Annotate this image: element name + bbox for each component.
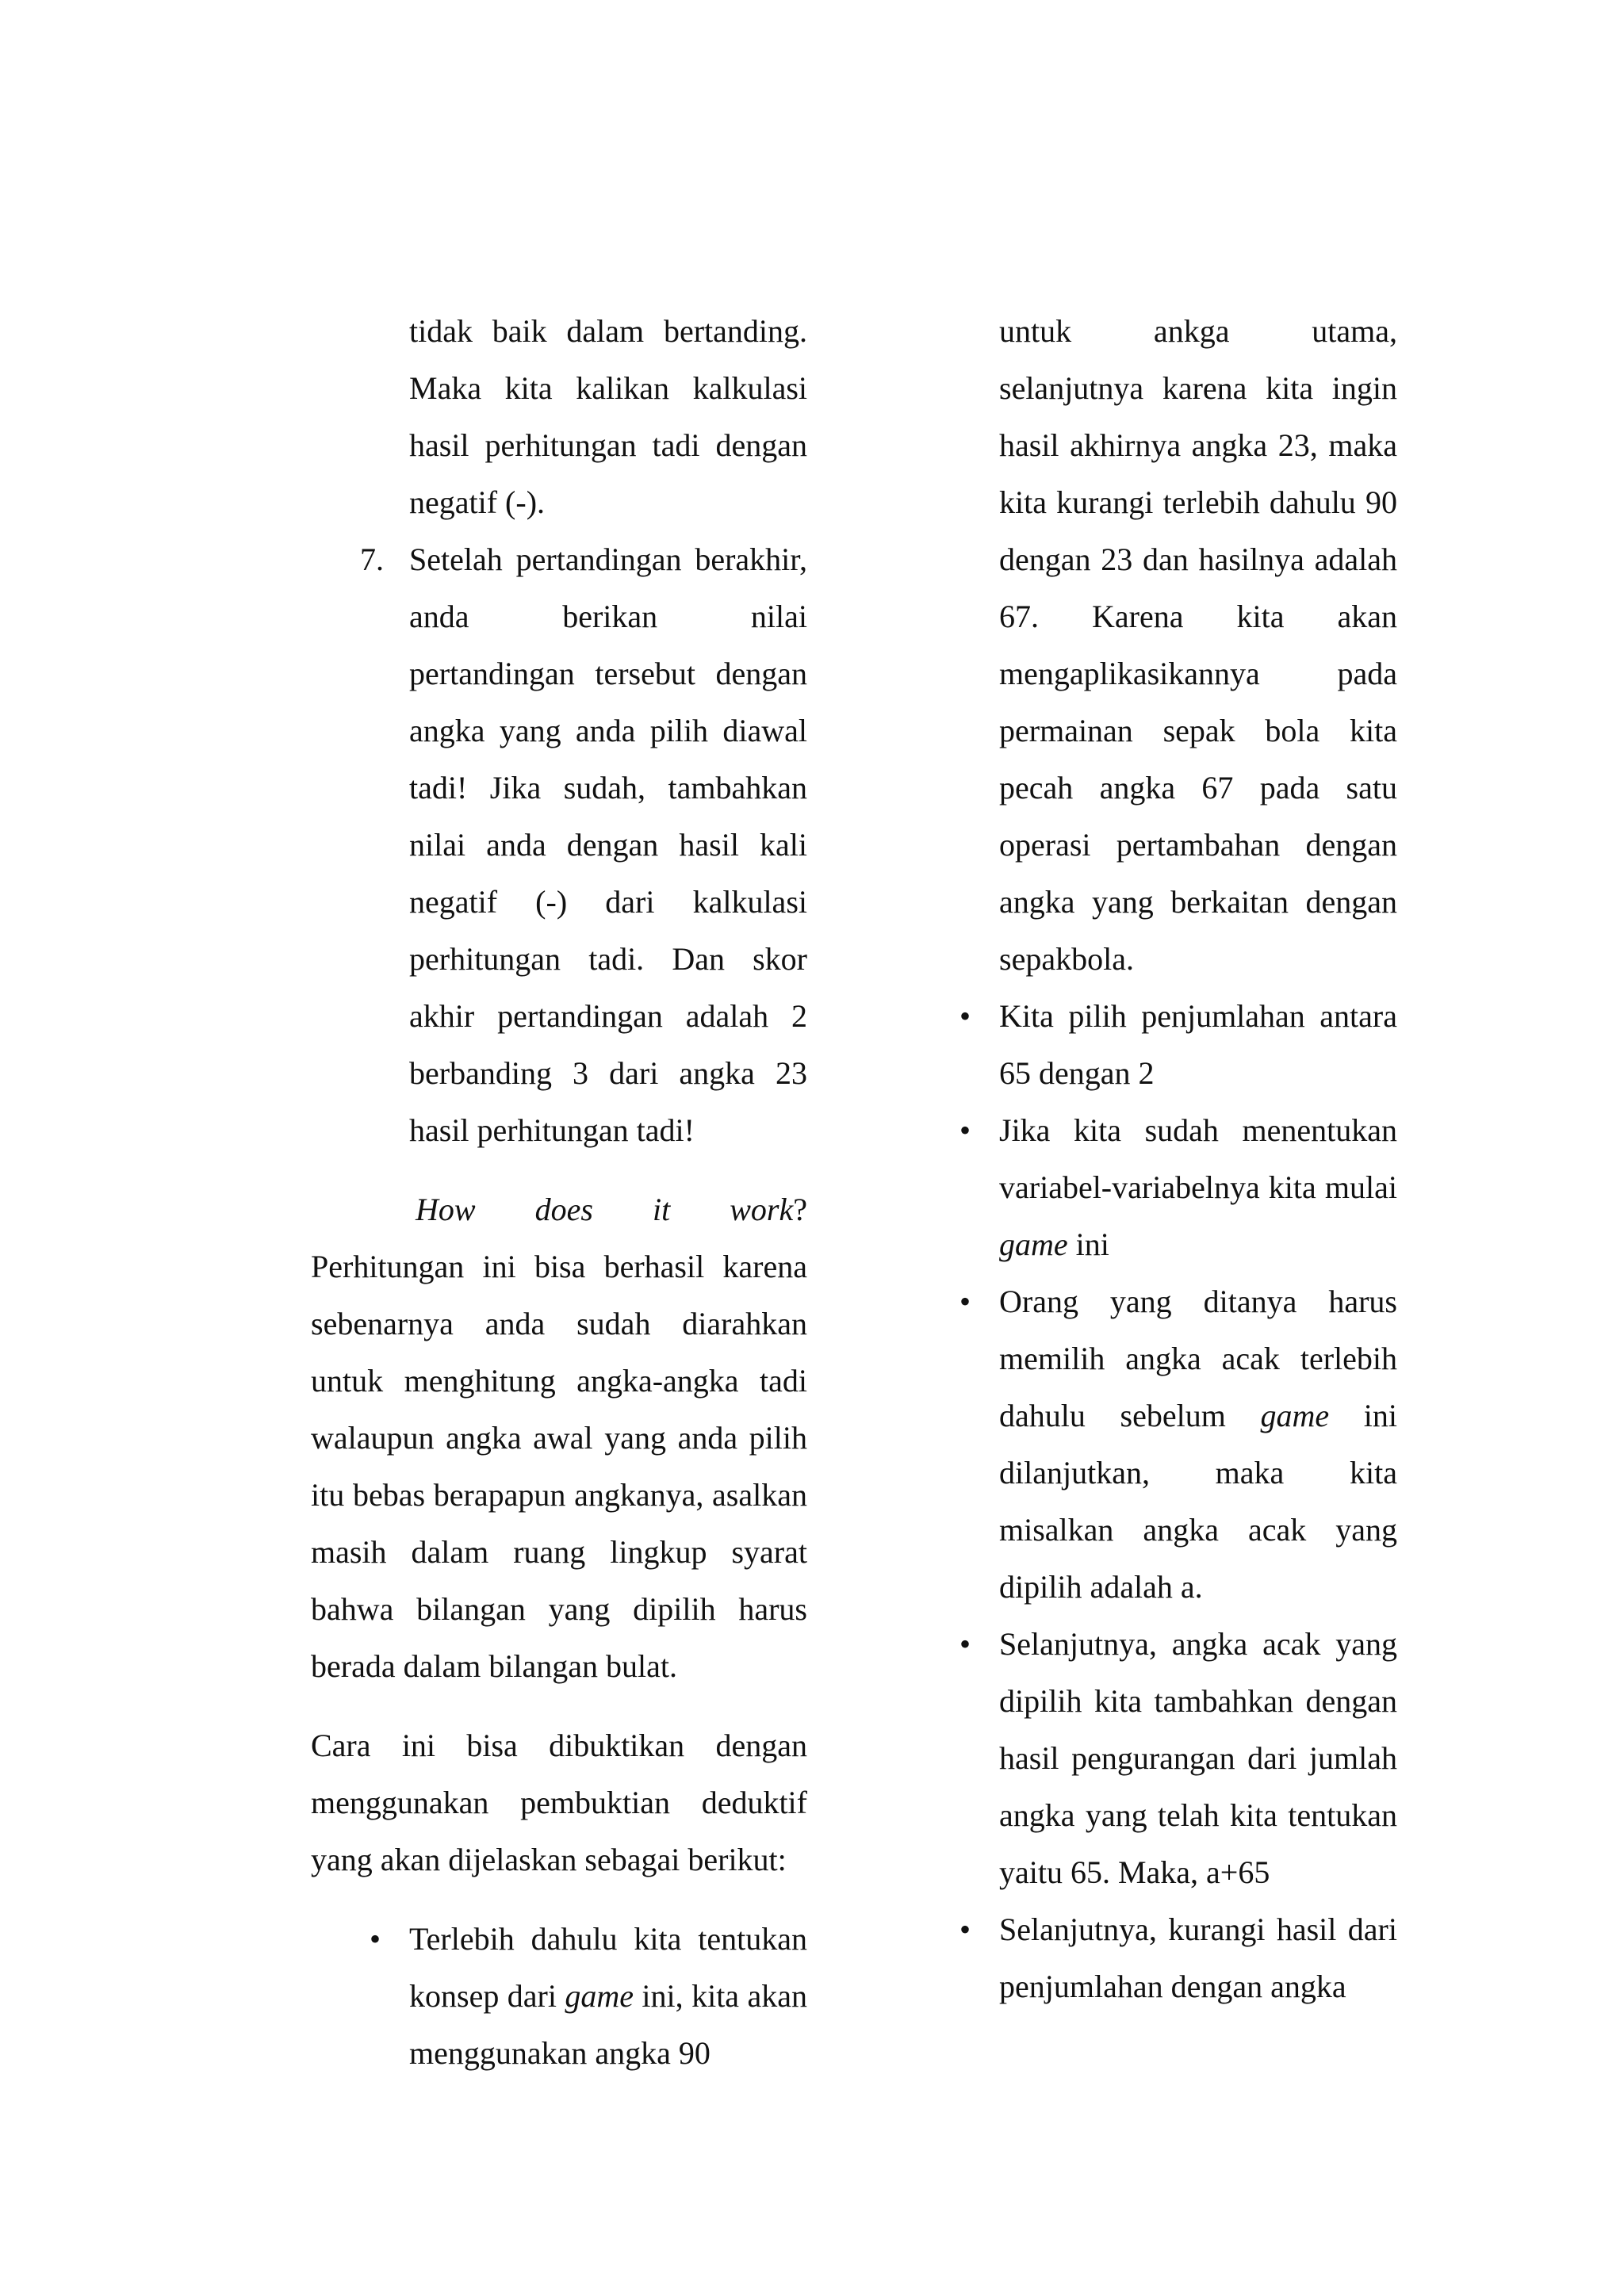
list-item: • Selanjutnya, kurangi hasil dari penjumlahan dengan angka [999,1901,1397,2015]
list-item: • Orang yang ditanya harus memilih angka acak terlebih dahulu sebelum game ini dilanjutkan, maka kita misalkan angka acak yang dipilih adalah a. [999,1273,1397,1616]
bullet-icon: • [369,1921,381,1957]
list-item: • Selanjutnya, angka acak yang dipilih kita tambahkan dengan hasil pengurangan dari jumlah angka yang telah kita tentukan yaitu 65. Maka, a+65 [999,1616,1397,1901]
left-bullet-list [311,1911,807,2082]
how-it-works-paragraph [311,1181,807,1695]
bullet-icon: • [959,1284,971,1319]
list-item: • Terlebih dahulu kita tentukan konsep dari game ini, kita akan menggunakan angka 90 [409,1911,807,2082]
numbered-item-7 [360,531,807,1159]
how-it-works-text: ? Perhitungan ini bisa berhasil karena sebenarnya anda sudah diarahkan untuk menghitung angka-angka tadi walaupun angka awal yang anda pilih itu bebas berapapun angkanya, asalkan masih dalam ruang lingkup syarat bahwa bilangan yang dipilih harus berada dalam bilangan bulat. [311,1192,807,1684]
continued-paragraph-right: untuk ankga utama, selanjutnya karena kita ingin hasil akhirnya angka 23, maka kita kurangi terlebih dahulu 90 dengan 23 dan hasilnya adalah 67. Karena kita akan mengaplikasikannya pada permainan sepak bola kita pecah angka 67 pada satu operasi pertambahan dengan angka yang berkaitan dengan sepakbola. [999,313,1397,977]
list-item: • Kita pilih penjumlahan antara 65 dengan 2 [999,988,1397,1102]
bullet-icon: • [959,1911,971,1947]
bullet-icon: • [959,1112,971,1148]
bullet-icon: • [959,998,971,1034]
bullet-icon: • [959,1626,971,1662]
item-7-text: Setelah pertandingan berakhir, anda berikan nilai pertandingan tersebut dengan angka yang anda pilih diawal tadi! Jika sudah, tambahkan nilai anda dengan hasil kali negatif (-) dari kalkulasi perhitungan tadi. Dan skor akhir pertandingan adalah 2 berbanding 3 dari angka 23 hasil perhitungan tadi! [409,541,807,1148]
right-bullet-list [948,988,1397,2015]
proof-intro-paragraph: Cara ini bisa dibuktikan dengan menggunakan pembuktian deduktif yang akan dijelaskan sebagai berikut: [311,1728,807,1877]
list-item: • Jika kita sudah menentukan variabel-variabelnya kita mulai game ini [999,1102,1397,1273]
how-it-works-emphasis: How does it work [416,1192,794,1227]
left-column [311,303,807,2082]
continued-paragraph-left: tidak baik dalam bertanding. Maka kita kalikan kalkulasi hasil perhitungan tadi dengan negatif (-). [409,313,807,520]
item-number: 7. [360,541,384,577]
right-column [948,303,1397,2015]
